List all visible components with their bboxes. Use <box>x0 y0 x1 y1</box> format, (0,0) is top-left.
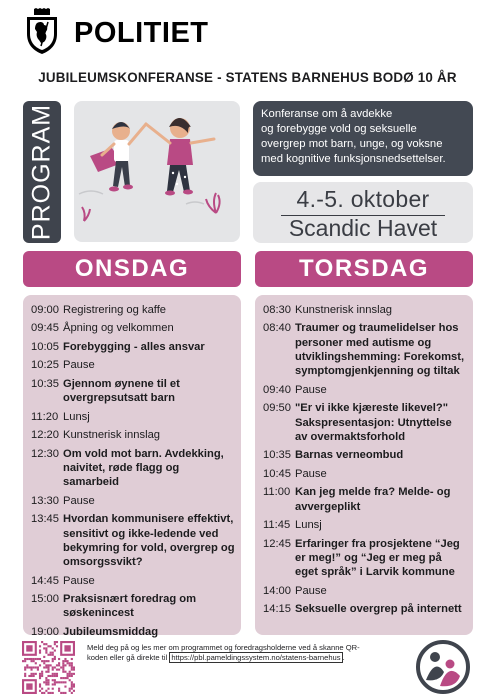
brand-name: POLITIET <box>74 17 209 49</box>
description-line: Konferanse om å avdekke <box>261 108 393 120</box>
session-title: Traumer og traumelidelser hos personer med autisme og utviklingshemming: Forekomst, symptomgjenkjenning og tiltak <box>295 322 465 378</box>
schedule-row <box>263 448 467 462</box>
session-time: 08:40 <box>263 322 291 335</box>
coat-of-arms-icon <box>22 8 62 56</box>
session-time: 09:45 <box>31 322 59 335</box>
session-time: 10:45 <box>263 467 291 480</box>
schedule-row <box>263 467 467 481</box>
schedule-onsdag <box>23 295 241 638</box>
session-time: 15:00 <box>31 593 59 606</box>
event-dates: 4.-5. oktober <box>296 186 430 212</box>
session-title: Registrering og kaffe <box>63 304 167 316</box>
schedule-row <box>31 377 235 406</box>
session-time: 12:20 <box>31 429 59 442</box>
schedule-row <box>31 303 235 317</box>
qr-code[interactable] <box>22 641 75 694</box>
session-title: Åpning og velkommen <box>63 322 174 335</box>
session-title: Lunsj <box>295 519 322 532</box>
schedule-row <box>31 592 235 621</box>
session-title: Barnas verneombud <box>295 449 404 462</box>
session-time: 09:40 <box>263 383 291 396</box>
schedule-row <box>263 537 467 580</box>
session-title: Erfaringer fra prosjektene “Jeg er meg!” og “Jeg er meg på eget språk” i Larvik kommune <box>295 537 460 579</box>
session-time: 13:30 <box>31 494 59 507</box>
session-title: Seksuelle overgrep på internett <box>295 603 462 616</box>
session-time: 10:35 <box>263 449 291 462</box>
session-time: 10:25 <box>31 359 59 372</box>
schedule-row <box>31 410 235 424</box>
session-time: 09:00 <box>31 304 59 316</box>
session-title: Pause <box>63 574 95 587</box>
session-title: Kan jeg melde fra? Melde- og avvergeplikt <box>295 486 451 513</box>
session-time: 10:05 <box>31 340 59 353</box>
schedule-row <box>31 494 235 508</box>
schedule-row <box>263 303 467 317</box>
registration-text-end: . <box>342 653 345 663</box>
session-title: "Er vi ikke kjæreste likevel?" Sakspresentasjon: Utnyttelse av overmaktsforhold <box>295 402 452 443</box>
session-title: Hvordan kommunisere effektivt, sensitivt og ikke-ledende ved bekymring for vold, overgrep og omsorgssvikt? <box>63 513 235 569</box>
session-title: Pause <box>295 584 327 597</box>
schedule-row <box>31 428 235 442</box>
session-time: 12:45 <box>263 537 291 550</box>
session-title: Lunsj <box>63 410 90 423</box>
session-time: 14:15 <box>263 603 291 616</box>
session-title: Pause <box>63 494 95 507</box>
session-title: Pause <box>295 383 327 396</box>
session-time: 14:00 <box>263 584 291 597</box>
session-time: 10:35 <box>31 377 59 390</box>
schedule-row <box>31 574 235 588</box>
schedule-torsdag <box>255 295 473 635</box>
session-title: Kunstnerisk innslag <box>63 429 161 442</box>
description-line: og forebygge vold og seksuelle <box>261 123 417 135</box>
description-line: overgrep mot barn, unge, og voksne <box>261 138 443 150</box>
registration-link[interactable]: https://pbl.pameldingssystem.no/statens-barnehus <box>171 653 341 663</box>
schedule-row <box>31 512 235 569</box>
schedule-row <box>263 401 467 444</box>
session-time: 19:00 <box>31 625 59 638</box>
session-time: 09:50 <box>263 402 291 415</box>
session-title: Om vold mot barn. Avdekking, naivitet, røde flagg og samarbeid <box>63 447 224 489</box>
session-title: Forebygging - alles ansvar <box>63 340 205 353</box>
session-title: Pause <box>295 467 327 480</box>
session-time: 13:45 <box>31 513 59 526</box>
schedule-row <box>263 485 467 514</box>
event-venue: Scandic Havet <box>288 215 438 241</box>
schedule-row <box>31 340 235 354</box>
statens-barnehus-logo-icon <box>416 640 470 694</box>
session-title: Jubileumsmiddag <box>63 625 159 638</box>
day-header-onsdag: ONSDAG <box>23 251 241 287</box>
schedule-row <box>263 383 467 397</box>
registration-info <box>87 643 377 663</box>
description-line: med kognitive funksjonsnedsettelser. <box>261 153 446 165</box>
session-time: 12:30 <box>31 447 59 460</box>
conference-description <box>253 101 473 176</box>
children-illustration <box>74 101 240 242</box>
schedule-row <box>31 447 235 490</box>
schedule-row <box>31 625 235 639</box>
schedule-row <box>263 518 467 532</box>
program-label-panel <box>23 101 61 243</box>
session-time: 11:00 <box>263 486 291 499</box>
schedule-row <box>263 584 467 598</box>
session-time: 11:45 <box>263 519 291 532</box>
session-title: Praksisnært foredrag om søskenincest <box>63 593 197 620</box>
schedule-row <box>31 321 235 335</box>
registration-text: Meld deg på og les mer om programmet og foredragsholderne ved å skanne QR-koden eller gå direkte til <box>87 643 360 663</box>
session-title: Kunstnerisk innslag <box>295 304 393 316</box>
schedule-row <box>263 602 467 616</box>
program-label: PROGRAM <box>27 103 56 241</box>
session-title: Pause <box>63 359 95 372</box>
date-venue-box <box>253 182 473 243</box>
session-time: 14:45 <box>31 574 59 587</box>
day-header-torsdag: TORSDAG <box>255 251 473 287</box>
session-time: 08:30 <box>263 304 291 316</box>
session-title: Gjennom øynene til et overgrepsutsatt barn <box>63 377 180 405</box>
session-time: 11:20 <box>31 410 59 423</box>
schedule-row <box>31 358 235 372</box>
conference-title: JUBILEUMSKONFERANSE - STATENS BARNEHUS BODØ 10 ÅR <box>38 70 457 85</box>
schedule-row <box>263 321 467 378</box>
running-children-illustration <box>74 101 240 242</box>
